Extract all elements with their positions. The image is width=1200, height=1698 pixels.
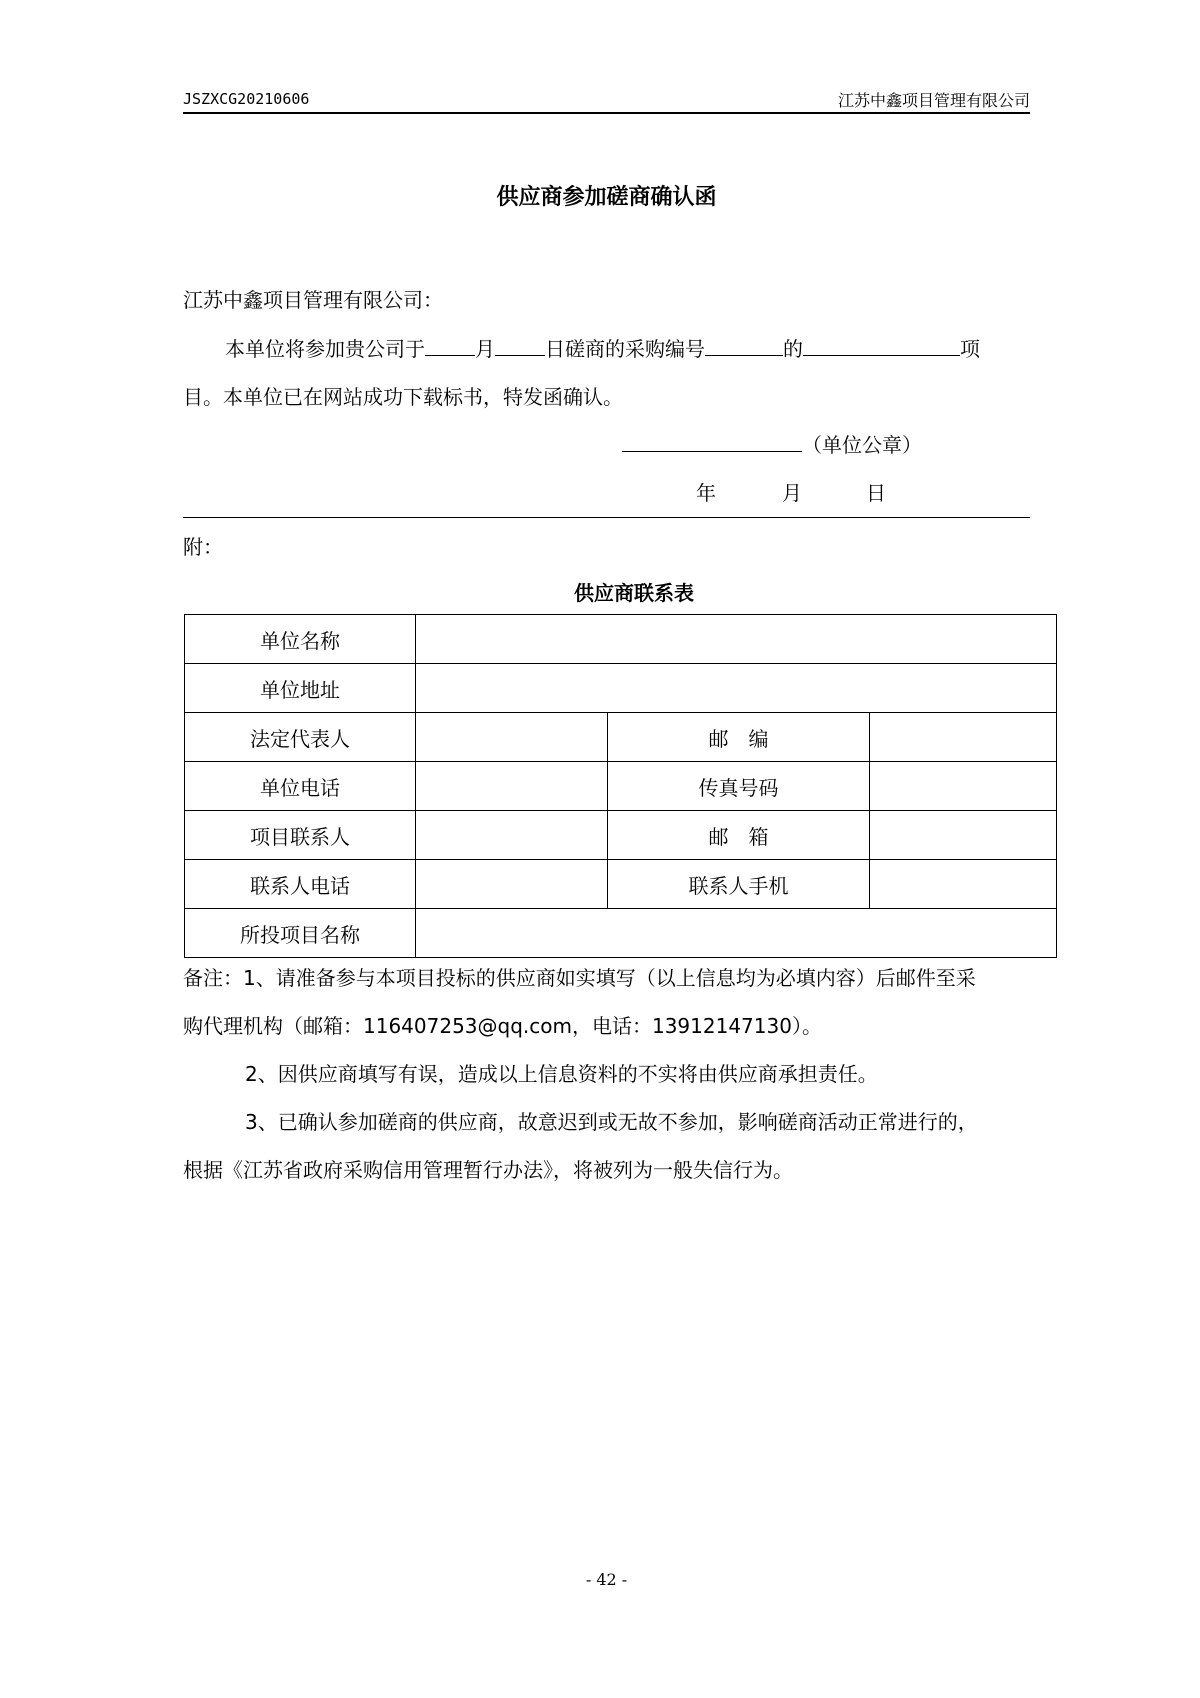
- note-3-line-2: 根据《江苏省政府采购信用管理暂行办法》，将被列为一般失信行为。: [183, 1158, 793, 1182]
- attachment-label: 附：: [183, 535, 223, 559]
- table-row: [185, 615, 1057, 664]
- email-field[interactable]: [870, 811, 1057, 860]
- document-code: JSZXCG20210606: [183, 90, 310, 108]
- fax-label: 传真号码: [608, 762, 870, 811]
- table-row: [185, 811, 1057, 860]
- note-3-line-1: 3、已确认参加磋商的供应商，故意迟到或无故不参加，影响磋商活动正常进行的，: [245, 1110, 978, 1134]
- seal-line: [622, 429, 922, 458]
- note-1-line-1: 备注：1、请准备参与本项目投标的供应商如实填写（以上信息均为必填内容）后邮件至采: [183, 966, 976, 990]
- month-blank: [425, 335, 475, 356]
- unit-phone-field[interactable]: [416, 762, 608, 811]
- contact-mobile-field[interactable]: [870, 860, 1057, 909]
- project-name-field[interactable]: [416, 909, 1057, 958]
- project-contact-label: 项目联系人: [185, 811, 416, 860]
- table-row: [185, 762, 1057, 811]
- unit-address-field[interactable]: [416, 664, 1057, 713]
- header-divider: [183, 112, 1030, 114]
- unit-name-field[interactable]: [416, 615, 1057, 664]
- postcode-label: 邮 编: [608, 713, 870, 762]
- page-title: 供应商参加磋商确认函: [496, 185, 717, 210]
- table-row: [185, 664, 1057, 713]
- section-divider: [183, 517, 1030, 518]
- date-day: 日: [866, 481, 886, 505]
- legal-rep-field[interactable]: [416, 713, 608, 762]
- p1-text-a: 本单位将参加贵公司于: [225, 337, 425, 361]
- legal-rep-label: 法定代表人: [185, 713, 416, 762]
- procurement-number-blank: [705, 335, 783, 356]
- unit-name-label: 单位名称: [185, 615, 416, 664]
- unit-address-label: 单位地址: [185, 664, 416, 713]
- table-row: [185, 713, 1057, 762]
- supplier-contact-table: [184, 614, 1057, 958]
- table-row: [185, 909, 1057, 958]
- email-label: 邮 箱: [608, 811, 870, 860]
- date-year: 年: [696, 481, 716, 505]
- day-blank: [495, 335, 545, 356]
- header-company-name: 江苏中鑫项目管理有限公司: [837, 91, 1030, 110]
- paragraph-1-line-2: 目。本单位已在网站成功下载标书，特发函确认。: [183, 385, 623, 409]
- note-2: 2、因供应商填写有误，造成以上信息资料的不实将由供应商承担责任。: [245, 1062, 878, 1086]
- contact-phone-label: 联系人电话: [185, 860, 416, 909]
- p1-of-label: 的: [783, 337, 803, 361]
- p1-text-b: 日磋商的采购编号: [545, 337, 705, 361]
- contact-phone-field[interactable]: [416, 860, 608, 909]
- date-month: 月: [782, 481, 802, 505]
- seal-label: （单位公章）: [802, 433, 922, 457]
- p1-item-a: 项: [960, 337, 980, 361]
- table-title: 供应商联系表: [574, 581, 694, 605]
- contact-mobile-label: 联系人手机: [608, 860, 870, 909]
- project-name-blank: [803, 335, 960, 356]
- seal-blank: [622, 431, 802, 452]
- page-number: - 42 -: [585, 1570, 628, 1589]
- unit-phone-label: 单位电话: [185, 762, 416, 811]
- paragraph-1-line-1: [225, 333, 980, 362]
- fax-field[interactable]: [870, 762, 1057, 811]
- p1-month-label: 月: [475, 337, 495, 361]
- note-1-line-2: 购代理机构（邮箱：116407253@qq.com，电话：13912147130）。: [183, 1014, 822, 1038]
- postcode-field[interactable]: [870, 713, 1057, 762]
- project-contact-field[interactable]: [416, 811, 608, 860]
- project-name-label: 所投项目名称: [185, 909, 416, 958]
- addressee: 江苏中鑫项目管理有限公司：: [183, 288, 443, 312]
- table-row: [185, 860, 1057, 909]
